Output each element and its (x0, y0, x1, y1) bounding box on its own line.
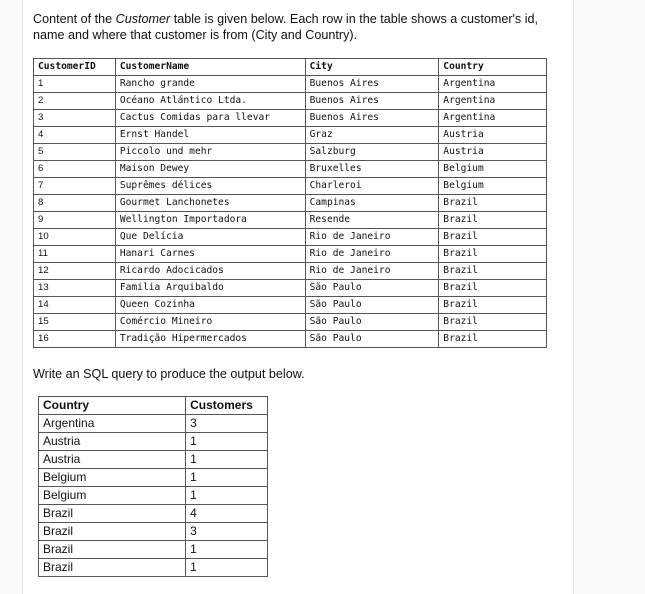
customer-row (34, 263, 547, 280)
cell-output-country: Brazil (39, 559, 186, 577)
customer-row (34, 93, 547, 110)
cell-customer-id: 9 (34, 212, 116, 229)
cell-output-country: Austria (39, 433, 186, 451)
cell-city: Charleroi (305, 178, 439, 195)
cell-customer-id: 11 (34, 246, 116, 263)
customer-row (34, 297, 547, 314)
intro-text-end: table is given below. Each row in the table shows a customer's id, name and where that customer is from (City and Country). (33, 12, 539, 42)
output-row (39, 469, 268, 487)
cell-customer-name: Queen Cozinha (115, 297, 305, 314)
cell-city: São Paulo (305, 297, 439, 314)
customer-row (34, 144, 547, 161)
cell-customer-id: 5 (34, 144, 116, 161)
cell-output-customers: 1 (186, 451, 268, 469)
cell-country: Belgium (439, 161, 547, 178)
question-prompt: Write an SQL query to produce the output below. (33, 367, 305, 381)
cell-customer-name: Cactus Comidas para llevar (115, 110, 305, 127)
output-table-header (39, 397, 268, 415)
cell-country: Brazil (439, 212, 547, 229)
cell-city: São Paulo (305, 331, 439, 348)
cell-output-country: Belgium (39, 469, 186, 487)
cell-city: Buenos Aires (305, 93, 439, 110)
customer-table (33, 58, 547, 348)
customer-row (34, 331, 547, 348)
cell-city: Buenos Aires (305, 110, 439, 127)
cell-country: Brazil (439, 246, 547, 263)
cell-country: Brazil (439, 314, 547, 331)
header-customer-name: CustomerName (115, 59, 305, 76)
output-row (39, 505, 268, 523)
intro-text-start: Content of the (33, 12, 116, 26)
header-output-country: Country (39, 397, 186, 415)
cell-customer-id: 15 (34, 314, 116, 331)
cell-customer-name: Que Delícia (115, 229, 305, 246)
output-row (39, 451, 268, 469)
cell-customer-name: Familia Arquibaldo (115, 280, 305, 297)
cell-city: Rio de Janeiro (305, 246, 439, 263)
header-output-customers: Customers (186, 397, 268, 415)
cell-output-customers: 1 (186, 469, 268, 487)
cell-output-customers: 3 (186, 523, 268, 541)
output-row (39, 415, 268, 433)
cell-country: Brazil (439, 263, 547, 280)
cell-customer-name: Tradição Hipermercados (115, 331, 305, 348)
cell-country: Brazil (439, 229, 547, 246)
cell-output-country: Brazil (39, 505, 186, 523)
cell-country: Brazil (439, 195, 547, 212)
intro-paragraph (33, 11, 553, 43)
cell-output-customers: 1 (186, 433, 268, 451)
cell-customer-id: 2 (34, 93, 116, 110)
document-page (22, 0, 574, 594)
cell-customer-id: 3 (34, 110, 116, 127)
customer-table-header (34, 59, 547, 76)
intro-table-name: Customer (115, 12, 171, 26)
cell-city: Bruxelles (305, 161, 439, 178)
cell-output-customers: 1 (186, 541, 268, 559)
cell-customer-name: Ricardo Adocicados (115, 263, 305, 280)
cell-city: Resende (305, 212, 439, 229)
customer-row (34, 76, 547, 93)
cell-output-country: Austria (39, 451, 186, 469)
header-country: Country (439, 59, 547, 76)
cell-customer-id: 7 (34, 178, 116, 195)
cell-customer-name: Océano Atlántico Ltda. (115, 93, 305, 110)
cell-customer-name: Rancho grande (115, 76, 305, 93)
expected-output-table (38, 396, 268, 577)
cell-output-country: Belgium (39, 487, 186, 505)
cell-country: Argentina (439, 93, 547, 110)
cell-customer-name: Wellington Importadora (115, 212, 305, 229)
cell-customer-name: Ernst Handel (115, 127, 305, 144)
customer-row (34, 110, 547, 127)
cell-country: Argentina (439, 76, 547, 93)
output-row (39, 559, 268, 577)
customer-row (34, 161, 547, 178)
customer-row (34, 178, 547, 195)
cell-customer-name: Hanari Carnes (115, 246, 305, 263)
cell-country: Brazil (439, 331, 547, 348)
cell-customer-id: 12 (34, 263, 116, 280)
cell-country: Brazil (439, 280, 547, 297)
cell-customer-name: Gourmet Lanchonetes (115, 195, 305, 212)
cell-customer-name: Comércio Mineiro (115, 314, 305, 331)
cell-city: Rio de Janeiro (305, 263, 439, 280)
cell-customer-id: 1 (34, 76, 116, 93)
cell-customer-id: 4 (34, 127, 116, 144)
cell-country: Brazil (439, 297, 547, 314)
output-row (39, 523, 268, 541)
customer-row (34, 314, 547, 331)
customer-row (34, 195, 547, 212)
cell-city: Campinas (305, 195, 439, 212)
cell-city: São Paulo (305, 314, 439, 331)
cell-country: Austria (439, 127, 547, 144)
cell-output-customers: 3 (186, 415, 268, 433)
output-row (39, 487, 268, 505)
cell-output-customers: 1 (186, 487, 268, 505)
cell-country: Argentina (439, 110, 547, 127)
cell-output-country: Brazil (39, 523, 186, 541)
cell-country: Belgium (439, 178, 547, 195)
cell-output-country: Brazil (39, 541, 186, 559)
cell-customer-id: 8 (34, 195, 116, 212)
cell-customer-id: 14 (34, 297, 116, 314)
output-row (39, 541, 268, 559)
cell-output-customers: 4 (186, 505, 268, 523)
cell-customer-id: 6 (34, 161, 116, 178)
customer-row (34, 229, 547, 246)
cell-output-country: Argentina (39, 415, 186, 433)
cell-output-customers: 1 (186, 559, 268, 577)
cell-city: Graz (305, 127, 439, 144)
cell-customer-id: 10 (34, 229, 116, 246)
cell-city: Buenos Aires (305, 76, 439, 93)
customer-row (34, 212, 547, 229)
cell-country: Austria (439, 144, 547, 161)
cell-customer-name: Suprêmes délices (115, 178, 305, 195)
output-row (39, 433, 268, 451)
header-city: City (305, 59, 439, 76)
customer-row (34, 246, 547, 263)
cell-city: Rio de Janeiro (305, 229, 439, 246)
customer-row (34, 280, 547, 297)
cell-city: São Paulo (305, 280, 439, 297)
header-customer-id: CustomerID (34, 59, 116, 76)
cell-customer-name: Maison Dewey (115, 161, 305, 178)
cell-customer-id: 13 (34, 280, 116, 297)
customer-row (34, 127, 547, 144)
cell-customer-id: 16 (34, 331, 116, 348)
cell-city: Salzburg (305, 144, 439, 161)
cell-customer-name: Piccolo und mehr (115, 144, 305, 161)
